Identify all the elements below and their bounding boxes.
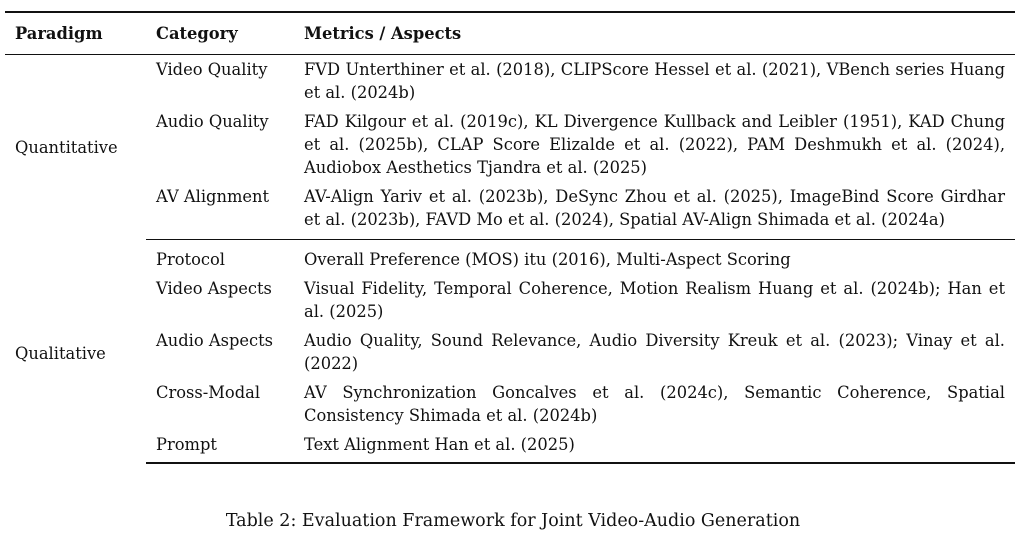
category-cell: Cross-Modal bbox=[156, 383, 261, 402]
category-cell: Video Quality bbox=[156, 60, 268, 79]
paradigm-cell-qualitative: Qualitative bbox=[15, 344, 106, 364]
header-paradigm: Paradigm bbox=[15, 24, 103, 43]
table-row bbox=[5, 274, 1015, 326]
header-category: Category bbox=[156, 24, 238, 43]
metrics-cell: FAD Kilgour et al. (2019c), KL Divergence Kullback and Leibler (1951), KAD Chung et al. (2025b), CLAP Score Elizalde et al. (2022), PAM Deshmukh et al. (2024), Audiobox Aesthetics Tjandra et al. (2025) bbox=[304, 112, 1005, 177]
metrics-cell: Overall Preference (MOS) itu (2016), Multi-Aspect Scoring bbox=[304, 250, 791, 269]
metrics-cell: FVD Unterthiner et al. (2018), CLIPScore Hessel et al. (2021), VBench series Huang et al. (2024b) bbox=[304, 60, 1005, 102]
header-metrics: Metrics / Aspects bbox=[304, 24, 462, 43]
paradigm-cell-quantitative: Quantitative bbox=[15, 137, 118, 157]
category-cell: Video Aspects bbox=[156, 279, 272, 298]
table-body bbox=[5, 55, 1015, 464]
metrics-cell: AV-Align Yariv et al. (2023b), DeSync Zhou et al. (2025), ImageBind Score Girdhar et al. (2023b), FAVD Mo et al. (2024), Spatial AV-Align Shimada et al. (2024a) bbox=[294, 182, 1015, 240]
category-cell: Audio Aspects bbox=[156, 331, 274, 350]
table-row bbox=[5, 430, 1015, 463]
category-cell: Audio Quality bbox=[156, 112, 269, 131]
table-row bbox=[5, 182, 1015, 240]
metrics-cell: Visual Fidelity, Temporal Coherence, Motion Realism Huang et al. (2024b); Han et al. (2025) bbox=[304, 279, 1005, 321]
table-row bbox=[5, 326, 1015, 378]
metrics-cell: Text Alignment Han et al. (2025) bbox=[294, 430, 1015, 463]
evaluation-table-container bbox=[5, 11, 1015, 464]
table-row bbox=[5, 55, 1015, 108]
table-row bbox=[5, 378, 1015, 430]
category-cell: Protocol bbox=[156, 250, 226, 269]
header-row bbox=[5, 12, 1015, 55]
table-header bbox=[5, 12, 1015, 55]
category-cell: Prompt bbox=[146, 430, 294, 463]
metrics-cell: AV Synchronization Goncalves et al. (2024c), Semantic Coherence, Spatial Consistency Shimada et al. (2024b) bbox=[304, 383, 1005, 425]
category-cell: AV Alignment bbox=[146, 182, 294, 240]
evaluation-framework-table bbox=[5, 11, 1015, 464]
table-row bbox=[5, 107, 1015, 182]
metrics-cell: Audio Quality, Sound Relevance, Audio Diversity Kreuk et al. (2023); Vinay et al. (2022) bbox=[304, 331, 1005, 373]
table-row bbox=[5, 240, 1015, 275]
table-caption: Table 2: Evaluation Framework for Joint Video-Audio Generation bbox=[225, 511, 801, 531]
